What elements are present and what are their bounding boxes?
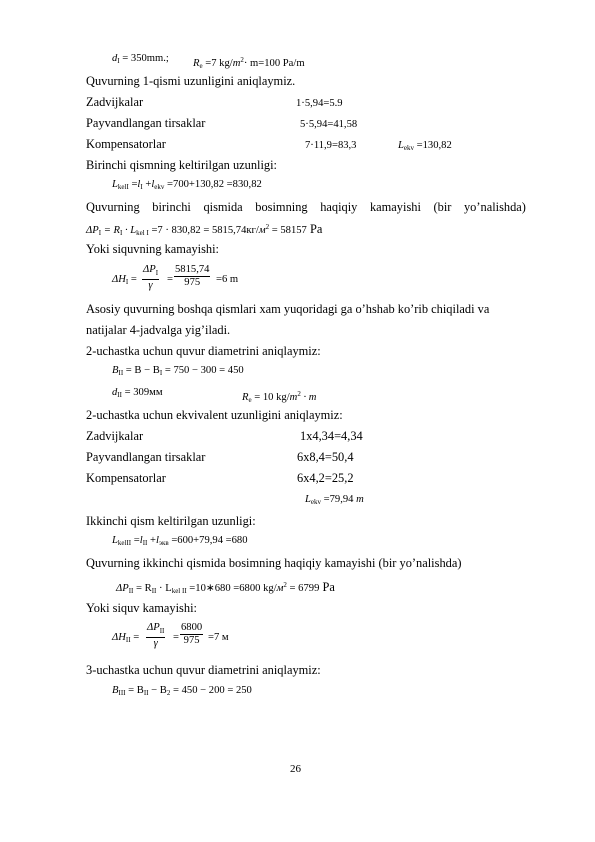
fraction-dp-gamma: $\Delta P_I$ γ	[143, 264, 159, 292]
formula-dh2-lhs: $\Delta H_{II}$ =	[112, 632, 140, 644]
paragraph-text: Yoki siquvning kamayishi:	[86, 242, 219, 256]
formula-dp1: $\Delta P_I = R_I \cdot L_{kel I} =7 \cdot 830,82 = 5815,74кг/м^2 = 58157$ Pa	[86, 222, 323, 237]
paragraph-text: Birinchi qismning keltirilgan uzunligi:	[86, 158, 278, 172]
paragraph-text: Ikkinchi qism keltirilgan uzunligi:	[86, 514, 256, 528]
row-value: 6x4,2=25,2	[297, 471, 354, 485]
paragraph-text: natijalar 4-jadvalga yig’iladi.	[86, 323, 231, 337]
page-number: 26	[290, 763, 301, 775]
fraction-dp-gamma: $\Delta P_{II}$ γ	[147, 622, 165, 650]
row-value: 6x8,4=50,4	[297, 450, 354, 464]
row-value: 7·11,9=83,3	[305, 140, 357, 151]
formula-lkel2: $L_{kelII} =l_{II} +l_{экв} =600+79,94 =680$	[112, 535, 248, 547]
row-value: 1x4,34=4,34	[300, 429, 363, 443]
result-value: =7 м	[208, 632, 229, 643]
row-label: Zadvijkalar	[86, 429, 144, 443]
equals-sign: =	[167, 274, 173, 285]
formula-lekv2: $L_{ekv} =79,94$ m	[305, 494, 364, 506]
equals-sign: =	[173, 632, 179, 643]
fraction-values: $\frac{5815,74}{975}$	[175, 264, 210, 288]
formula-r1: $R_e =7$ $kg/m^2\cdot m=100$ Pa/m	[193, 56, 305, 70]
formula-d1: $d_I = 350mm$.;	[112, 53, 169, 65]
row-label: Kompensatorlar	[86, 471, 166, 485]
paragraph-text: 2-uchastka uchun quvur diametrini aniqlaymiz:	[86, 344, 321, 358]
row-value: 5·5,94=41,58	[300, 119, 358, 130]
paragraph-text: Quvurning ikkinchi qismida bosimning haqiqiy kamayishi (bir yo’nalishda)	[86, 556, 462, 570]
fraction-values: $\frac{6800}{975}$	[181, 622, 203, 646]
row-label: Zadvijkalar	[86, 95, 144, 109]
row-label: Payvandlangan tirsaklar	[86, 450, 206, 464]
paragraph-text: 3-uchastka uchun quvur diametrini aniqlaymiz:	[86, 663, 321, 677]
justified-paragraph: Quvurning birinchi qismida bosimning haqiqiy kamayishi (bir yo’nalishda)	[86, 200, 526, 214]
formula-dh1-lhs: $\Delta H_I$ =	[112, 274, 137, 286]
formula-d2: $d_{II} = 309мм$	[112, 387, 163, 399]
row-value: 1·5,94=5.9	[296, 98, 343, 109]
formula-lkel1: $L_{kelI} =l_I +l_{ekv} =700+130,82 =830,82$	[112, 179, 262, 191]
formula-b2: $B_{II} = B - B_I = 750 - 300 = 450$	[112, 365, 244, 377]
formula-r2: $R_e = 10$ $kg/m^2 \cdot m$	[242, 390, 317, 404]
paragraph-text: 2-uchastka uchun ekvivalent uzunligini aniqlaymiz:	[86, 408, 343, 422]
result-value: =6 m	[216, 274, 239, 285]
formula-dp2: $\Delta P_{II} = R_{II} \cdot L_{kel II}$ =10∗680 =6800 $kg/м^2 = 6799$ Pa	[116, 580, 335, 595]
paragraph-text: Yoki siquv kamayishi:	[86, 601, 197, 615]
paragraph-text: Asosiy quvurning boshqa qismlari xam yuqoridagi ga o’hshab ko’rib chiqiladi va	[86, 302, 490, 316]
paragraph-text: Quvurning 1-qismi uzunligini aniqlaymiz.	[86, 74, 296, 88]
row-label: Kompensatorlar	[86, 137, 166, 151]
formula-lekv1: $L_{ekv} =130,82$	[398, 140, 452, 152]
formula-b3: $B_{III} = B_{II} - B_2 = 450 - 200 = 250$	[112, 685, 252, 697]
row-label: Payvandlangan tirsaklar	[86, 116, 206, 130]
